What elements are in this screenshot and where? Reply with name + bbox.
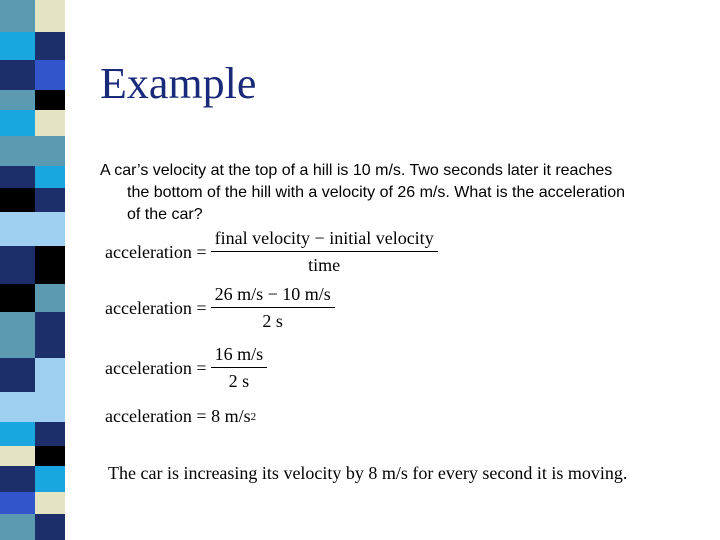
decorative-block [0,246,35,284]
decorative-block [0,392,35,422]
decorative-block [35,358,65,392]
decorative-block [0,446,35,466]
conclusion-text: The car is increasing its velocity by 8 m/s for every second it is moving. [108,463,628,483]
decorative-block [35,188,65,212]
equation-4 [105,406,256,427]
decorative-block [35,422,65,446]
decorative-block [0,312,35,358]
equation-4-text: acceleration = 8 m/s [105,406,251,426]
problem-line-3: of the car? [127,206,203,223]
equation-2-numerator: 26 m/s − 10 m/s [211,284,335,308]
decorative-block [0,0,35,32]
decorative-block [35,136,65,166]
decorative-block [35,492,65,514]
decorative-block [35,0,65,32]
decorative-block [0,90,35,110]
equation-3-fraction [211,344,268,392]
equation-1-denominator: time [308,255,341,275]
decorative-block [35,246,65,284]
equation-1-numerator: final velocity − initial velocity [211,228,438,252]
decorative-block [35,284,65,312]
decorative-block [0,110,35,136]
problem-line-1: A car’s velocity at the top of a hill is 10 m/s. Two seconds later it reaches [100,162,613,179]
decorative-block [35,212,65,246]
equation-1-lhs: acceleration = [105,241,207,262]
equation-2 [105,284,335,332]
decorative-block [35,514,65,540]
decorative-block [35,90,65,110]
decorative-block [0,32,35,60]
equation-3-denominator: 2 s [228,371,250,391]
decorative-block [35,446,65,466]
slide-title: Example [100,59,257,108]
decorative-strip [0,0,72,540]
decorative-block [35,60,65,90]
decorative-block [0,60,35,90]
decorative-block [0,466,35,492]
equation-3-numerator: 16 m/s [211,344,268,368]
decorative-block [35,166,65,188]
decorative-block [35,312,65,358]
decorative-block [0,514,35,540]
decorative-block [0,358,35,392]
problem-line-2: the bottom of the hill with a velocity of 26 m/s. What is the acceleration [127,184,626,201]
equation-1-fraction [211,228,438,276]
decorative-block [0,284,35,312]
decorative-block [0,212,35,246]
decorative-block [35,32,65,60]
decorative-block [35,466,65,492]
problem-statement [100,160,700,226]
decorative-block [0,166,35,188]
decorative-block [0,492,35,514]
equation-4-exponent: 2 [250,410,257,423]
equation-2-fraction [211,284,335,332]
decorative-block [0,136,35,166]
equation-3-lhs: acceleration = [105,357,207,378]
decorative-block [0,422,35,446]
decorative-block [35,110,65,136]
equation-1 [105,228,438,276]
decorative-block [0,188,35,212]
equation-3 [105,344,267,392]
equation-2-denominator: 2 s [262,311,283,331]
equation-2-lhs: acceleration = [105,297,207,318]
decorative-block [35,392,65,422]
